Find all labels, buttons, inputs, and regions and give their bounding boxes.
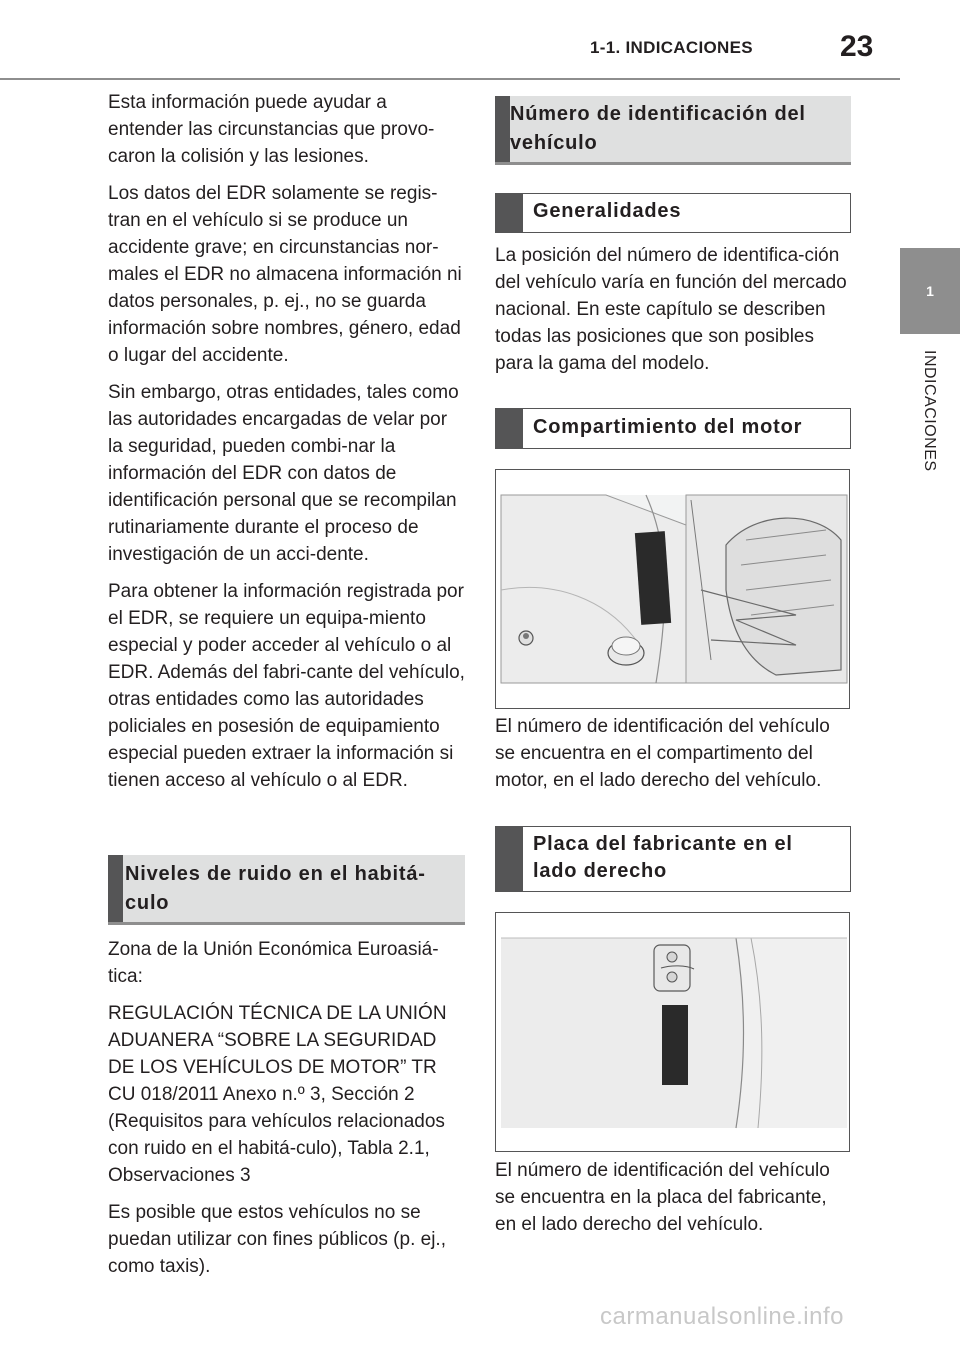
paragraph: Esta información puede ayudar a entender las circunstancias que provo-caron la colisión y las lesiones. xyxy=(108,92,435,167)
paragraph: El número de identificación del vehículo se encuentra en el compartimento del motor, en el lado derecho del vehículo. xyxy=(495,716,830,791)
noise-section xyxy=(108,936,465,1290)
paragraph: La posición del número de identifica-ción del vehículo varía en función del mercado nacional. En este capítulo se describen todas las posiciones que son posibles para la gama del modelo. xyxy=(495,245,847,374)
noise-heading xyxy=(108,855,465,925)
left-column xyxy=(108,89,465,804)
manufacturer-plate-figure xyxy=(495,912,850,1152)
engine-subheading xyxy=(495,408,851,449)
noise-heading-text: Niveles de ruido en el habitá-culo xyxy=(125,863,426,914)
paragraph: Los datos del EDR solamente se regis-tran en el vehículo si se produce un accidente grave; en circunstancias nor-males el EDR no almacena información ni datos personales, p. ej., no se guarda información sobre nombres, género, edad o lugar del accidente. xyxy=(108,183,462,366)
heading-bar xyxy=(108,855,123,922)
paragraph: Para obtener la información registrada por el EDR, se requiere un equipa-miento especial y poder acceder al vehículo o al EDR. Además del fabri-cante del vehículo, otras entidades como las autoridades policiales en posesión de equipamiento especial pueden extraer la información si tienen acceso al vehículo o al EDR. xyxy=(108,581,465,791)
vin-heading xyxy=(495,96,851,165)
engine-section xyxy=(495,713,851,804)
section-title: 1-1. INDICACIONES xyxy=(590,38,753,57)
general-subheading-text: Generalidades xyxy=(533,200,682,222)
engine-compartment-figure xyxy=(495,469,850,709)
general-section xyxy=(495,242,851,387)
chapter-tab: 1 xyxy=(900,248,960,334)
plate-subheading xyxy=(495,826,851,892)
page-number: 23 xyxy=(840,30,874,63)
plate-subheading-text: Placa del fabricante en el lado derecho xyxy=(533,833,793,882)
chapter-label: INDICACIONES xyxy=(921,350,938,472)
subheading-bar xyxy=(496,194,523,232)
watermark: carmanualsonline.info xyxy=(600,1303,844,1330)
heading-bar xyxy=(495,96,510,162)
subheading-bar xyxy=(496,827,523,891)
subheading-bar xyxy=(496,409,523,448)
paragraph: Zona de la Unión Económica Euroasiá-tica: xyxy=(108,939,439,987)
paragraph: Es posible que estos vehículos no se puedan utilizar con fines públicos (p. ej., como taxis). xyxy=(108,1202,446,1277)
paragraph: El número de identificación del vehículo se encuentra en la placa del fabricante, en el lado derecho del vehículo. xyxy=(495,1160,830,1235)
manufacturer-plate-illustration xyxy=(496,913,849,1151)
paragraph: REGULACIÓN TÉCNICA DE LA UNIÓN ADUANERA “SOBRE LA SEGURIDAD DE LOS VEHÍCULOS DE MOTOR” TR CU 018/2011 Anexo n.º 3, Sección 2 (Requisitos para vehículos relacionados con ruido en el habitá-culo), Tabla 2.1, Observaciones 3 xyxy=(108,1003,447,1186)
vin-heading-text: Número de identificación del vehículo xyxy=(510,103,806,154)
engine-compartment-illustration xyxy=(496,470,849,708)
engine-subheading-text: Compartimiento del motor xyxy=(533,416,803,438)
header-divider xyxy=(0,78,900,80)
plate-section xyxy=(495,1157,851,1248)
general-subheading xyxy=(495,193,851,233)
paragraph: Sin embargo, otras entidades, tales como las autoridades encargadas de velar por la seguridad, pueden combi-nar la información del EDR con datos de identificación personal que se recompilan rutinariamente durante el proceso de investigación de un acci-dente. xyxy=(108,382,459,565)
